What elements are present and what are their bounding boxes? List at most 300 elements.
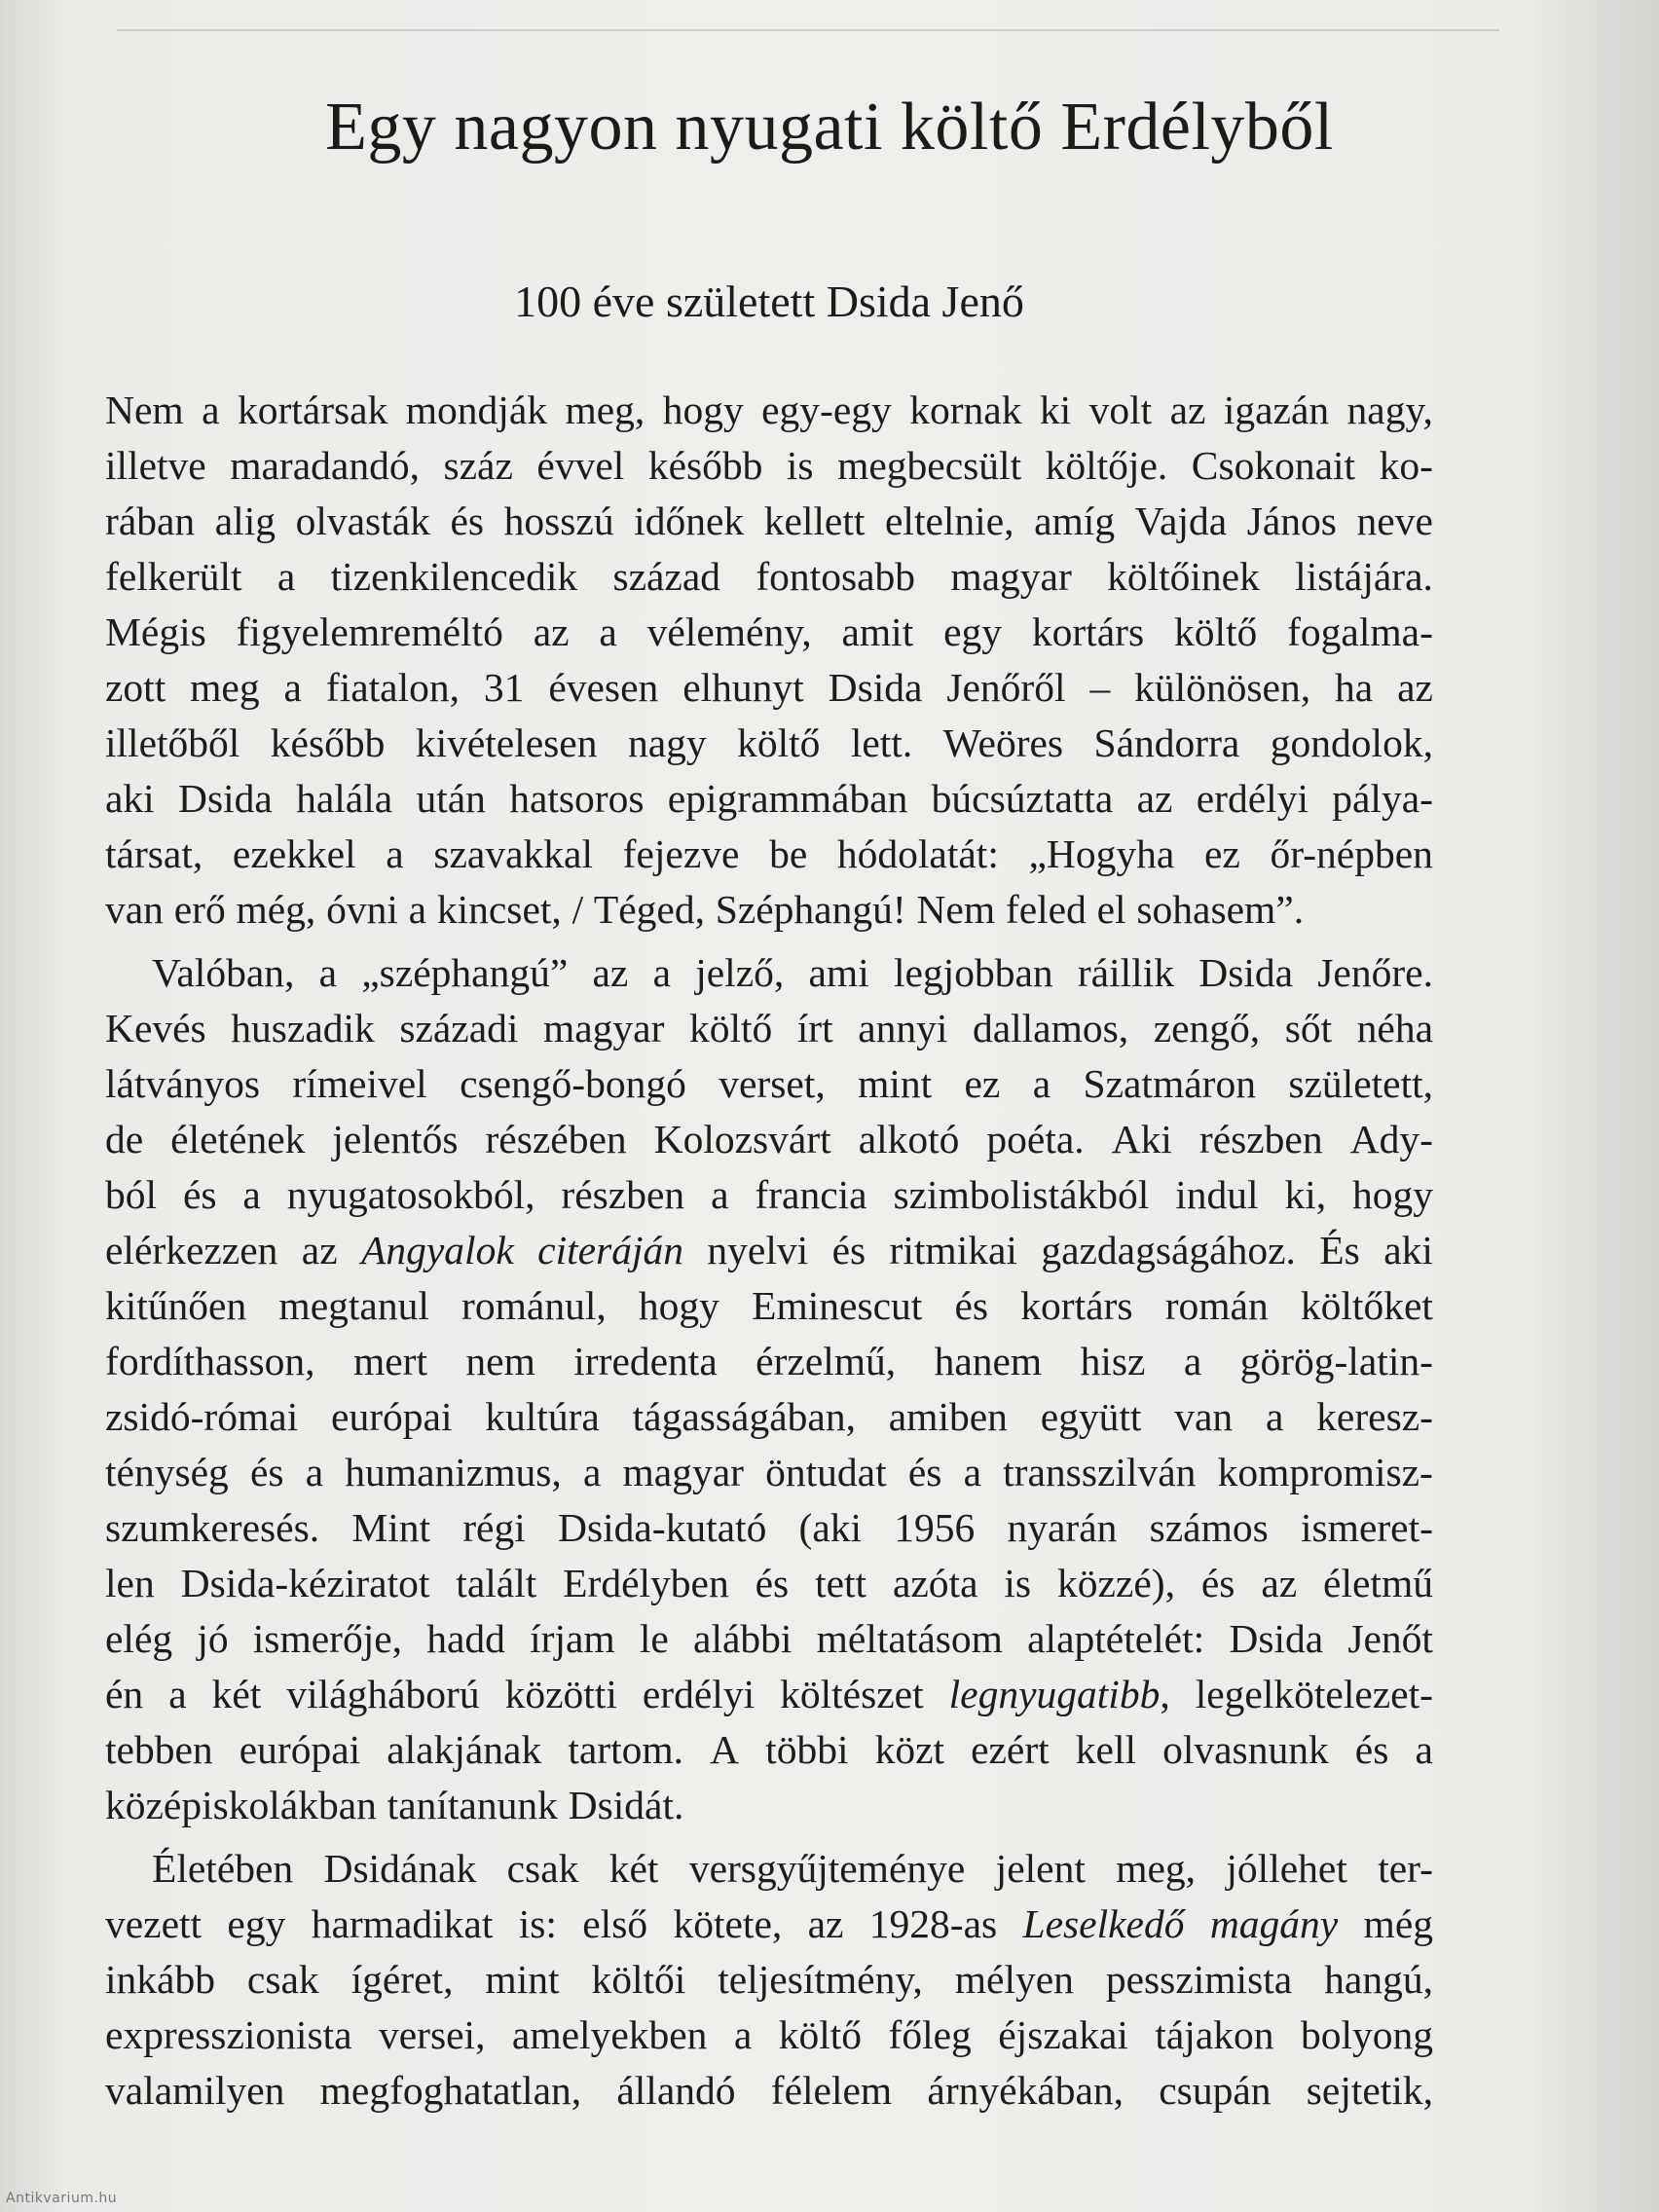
word: tett (815, 1561, 867, 1605)
word: magyar (950, 554, 1072, 599)
word: együtt (1040, 1394, 1142, 1439)
word: ter- (1378, 1846, 1433, 1891)
word: amiben (888, 1394, 1008, 1439)
word: világháború (286, 1672, 480, 1716)
word: sejtetik, (1306, 2068, 1433, 2113)
word: rában (105, 498, 196, 543)
word: sőt (1284, 1006, 1333, 1051)
word: pálya- (1332, 776, 1433, 821)
word: amíg (1034, 498, 1116, 543)
word: megfoghatatlan, (319, 2068, 582, 2113)
word: és (831, 1228, 866, 1272)
word: legjobban (893, 950, 1053, 995)
word: később (270, 720, 386, 765)
word: jó (197, 1616, 229, 1661)
word: kincset, (436, 887, 562, 932)
word: részben (1198, 1117, 1323, 1161)
word: tebben (105, 1727, 213, 1772)
text-line (105, 1001, 1433, 1056)
word: aki (1383, 1228, 1433, 1272)
word: ígéret, (350, 1957, 454, 2002)
word: elérkezzen (105, 1228, 278, 1272)
word: Mint (351, 1505, 431, 1550)
word: hangú, (1324, 1957, 1433, 2002)
word: vélemény, (646, 609, 812, 654)
word: Sándorra (1093, 720, 1240, 765)
word: van (105, 887, 164, 932)
word: a (408, 887, 427, 932)
word: huszadik (231, 1006, 375, 1051)
word: igazán (1223, 387, 1330, 432)
word: és (1354, 1727, 1389, 1772)
word: tizenkilencedik (330, 554, 578, 599)
word: és (249, 1450, 284, 1494)
word: a (283, 665, 302, 710)
word: a (582, 1450, 602, 1494)
word: írjam (530, 1616, 615, 1661)
word: száz (443, 443, 513, 488)
word: len (105, 1561, 155, 1605)
word: megtanul (278, 1283, 429, 1328)
word: éjszakai (998, 2012, 1128, 2057)
word: különösen, (1134, 665, 1311, 710)
word: született, (1288, 1061, 1433, 1106)
word: verset, (719, 1061, 826, 1106)
word: főleg (888, 2012, 972, 2057)
word: két (608, 1846, 659, 1891)
word: a (733, 2012, 753, 2057)
word: mélyen (954, 1957, 1074, 2002)
word: hódolatát: (836, 831, 999, 876)
word: A (710, 1727, 740, 1772)
word: hogy (662, 387, 744, 432)
word: harmadikat (311, 1901, 494, 1946)
word: és (1200, 1561, 1235, 1605)
word: erdélyi (642, 1672, 756, 1716)
word: tájakon (1155, 2012, 1274, 2057)
word: szavakkal (433, 831, 593, 876)
word: Kolozsvárt (653, 1117, 831, 1161)
word: mint (858, 1061, 933, 1106)
word: indul (1175, 1172, 1259, 1217)
word: szumkeresés. (105, 1505, 320, 1550)
article-body (105, 383, 1433, 2119)
article-subtitle: 100 éve született Dsida Jenő (514, 276, 1024, 326)
word: az (301, 1228, 338, 1272)
word: tágasságában, (632, 1394, 856, 1439)
word: Erdélyben (563, 1561, 729, 1605)
word: a (1265, 1394, 1284, 1439)
word: Dsida-kéziratot (180, 1561, 430, 1605)
word: Dsida (1229, 1616, 1324, 1661)
text-line (105, 2063, 1433, 2119)
word: alábbi (693, 1616, 793, 1661)
word: méltatásom (816, 1616, 1003, 1661)
word: búcsúztatta (931, 776, 1114, 821)
word: számos (1149, 1505, 1269, 1550)
word: fontosabb (756, 554, 916, 599)
word: tanítanunk (387, 1783, 558, 1827)
word: Dsidát. (568, 1783, 684, 1827)
word: Dsida (1198, 950, 1294, 995)
word: egy (943, 609, 1003, 654)
word: kell (1075, 1727, 1137, 1772)
word: és (450, 498, 485, 543)
word: görög-latin- (1239, 1339, 1433, 1383)
word: pesszimista (1105, 1957, 1293, 2002)
word: És (1319, 1228, 1360, 1272)
word: Széphangú! (715, 887, 906, 932)
word: az (807, 1901, 844, 1946)
word: fejezve (622, 831, 740, 876)
word: epigrammában (667, 776, 908, 821)
word: Kevés (105, 1006, 206, 1051)
word: egy-egy (761, 387, 892, 432)
word: hadd (426, 1616, 505, 1661)
word: költő (778, 2012, 863, 2057)
word: ki, (1284, 1172, 1327, 1217)
word: Eminescut (752, 1283, 923, 1328)
page-top-edge (117, 29, 1499, 31)
word: ismerője, (252, 1616, 403, 1661)
word: Nem (916, 887, 996, 932)
text-line (105, 383, 1433, 438)
word: ismeret- (1300, 1505, 1433, 1550)
word: csupán (1159, 2068, 1272, 2113)
word: kortársak (237, 387, 388, 432)
word: gondolok, (1270, 720, 1433, 765)
text-line (105, 771, 1433, 827)
word: dallamos, (972, 1006, 1129, 1051)
word: hogy (1352, 1172, 1433, 1217)
word: magány (1209, 1901, 1339, 1946)
text-line (105, 1556, 1433, 1611)
text-line (105, 827, 1433, 882)
text-line (105, 2008, 1433, 2063)
word: életmű (1323, 1561, 1433, 1605)
word: 1956 (894, 1505, 976, 1550)
word: a (242, 1172, 261, 1217)
text-line (105, 1167, 1433, 1223)
word: a (168, 1672, 187, 1716)
page-gutter-shadow (1523, 0, 1659, 2212)
word: elég (105, 1616, 173, 1661)
word: nyugatosokból, (286, 1172, 535, 1217)
word: le (639, 1616, 669, 1661)
word: volt (1088, 387, 1153, 432)
word: meg, (1116, 1846, 1197, 1891)
word: gazdagságához. (1041, 1228, 1296, 1272)
word: legelkötelezet- (1195, 1672, 1433, 1716)
word: és (954, 1283, 989, 1328)
text-line (105, 1278, 1433, 1334)
word: fogalma- (1287, 609, 1433, 654)
word: kompromisz- (1217, 1450, 1433, 1494)
word: részében (485, 1117, 627, 1161)
text-line (105, 882, 1433, 938)
word: 31 (483, 665, 525, 710)
word: keresz- (1316, 1394, 1433, 1439)
word: expresszionista (105, 2012, 352, 2057)
word: én (105, 1672, 144, 1716)
word: Téged, (593, 887, 705, 932)
word: évesen (548, 665, 659, 710)
word: halála (296, 776, 393, 821)
word: figyelemreméltó (236, 609, 503, 654)
word: ezért (971, 1727, 1050, 1772)
word: zengő, (1153, 1006, 1261, 1051)
word: aki (105, 776, 155, 821)
word: kellett (763, 498, 866, 543)
word: ténység (105, 1450, 229, 1494)
word: óvni (326, 887, 398, 932)
word: Jenőről (946, 665, 1066, 710)
word: alkotó (858, 1117, 960, 1161)
word: hosszú (503, 498, 614, 543)
word: a (305, 1450, 324, 1494)
word: részben (561, 1172, 685, 1217)
word: évvel (536, 443, 625, 488)
word: magyar (542, 1006, 665, 1051)
word: is (1004, 1561, 1032, 1605)
word: a (1415, 1727, 1433, 1772)
word: humanizmus, (345, 1450, 562, 1494)
word: és (907, 1450, 942, 1494)
word: 1928-as (868, 1901, 998, 1946)
word: felkerült (105, 554, 242, 599)
word: amelyekben (511, 2012, 708, 2057)
word: néha (1356, 1006, 1433, 1051)
word: költőket (1300, 1283, 1433, 1328)
word: később (647, 443, 763, 488)
word: a (318, 950, 338, 995)
word: és (755, 1561, 790, 1605)
word: olvasták (295, 498, 430, 543)
word: közzé), (1056, 1561, 1175, 1605)
text-line (105, 1667, 1433, 1722)
word: Vajda (1134, 498, 1228, 543)
word: talált (456, 1561, 537, 1605)
text-line (105, 945, 1433, 1001)
word: neve (1356, 498, 1433, 543)
word: kortárs (1031, 609, 1145, 654)
word: mert (352, 1339, 428, 1383)
word: Csokonait (1191, 443, 1356, 488)
word: is (786, 443, 814, 488)
word: hogy (638, 1283, 719, 1328)
text-line (105, 1611, 1433, 1667)
word: árnyékában, (927, 2068, 1124, 2113)
word: költői (591, 1957, 686, 2002)
word: jóllehet (1226, 1846, 1347, 1891)
text-line (105, 1500, 1433, 1556)
word: kornak (909, 387, 1022, 432)
word: félelem (770, 2068, 893, 2113)
word: kortárs (1020, 1283, 1133, 1328)
word: meg, (565, 387, 645, 432)
word: költészet (780, 1672, 924, 1716)
word: hisz (1080, 1339, 1146, 1383)
word: régi (462, 1505, 526, 1550)
word: azóta (892, 1561, 978, 1605)
text-line (105, 1112, 1433, 1167)
word: még (1363, 1901, 1433, 1946)
word: csak (506, 1846, 579, 1891)
word: állandó (616, 2068, 736, 2113)
word: alaptételét: (1027, 1616, 1205, 1661)
word: a (386, 831, 404, 876)
paragraph-2 (105, 945, 1433, 1833)
word: első (582, 1901, 648, 1946)
word: Dsida-kutató (557, 1505, 767, 1550)
word: Dsidának (323, 1846, 477, 1891)
word: jelentős (332, 1117, 459, 1161)
word: nyarán (1007, 1505, 1118, 1550)
word: közt (874, 1727, 945, 1772)
word: tartom. (568, 1727, 684, 1772)
word: az (1169, 387, 1206, 432)
word: jelző, (695, 950, 785, 995)
text-line (105, 1722, 1433, 1778)
word: maradandó, (230, 443, 420, 488)
word: Szatmáron (1083, 1061, 1256, 1106)
word: fordíthasson, (105, 1339, 315, 1383)
word: rímeivel (292, 1061, 427, 1106)
watermark-text: Antikvarium.hu (6, 2191, 118, 2206)
word: transszilván (1003, 1450, 1197, 1494)
word: ami (808, 950, 869, 995)
text-line (105, 549, 1433, 605)
word: amit (841, 609, 914, 654)
text-line (105, 1897, 1433, 1952)
word: Dsida (177, 776, 273, 821)
word: fiatalon, (325, 665, 460, 710)
word: van (1174, 1394, 1234, 1439)
word: hatsoros (509, 776, 645, 821)
word: életének (170, 1117, 306, 1161)
word: többi (765, 1727, 849, 1772)
word: is: (518, 1901, 557, 1946)
word: költőinek (1107, 554, 1260, 599)
word: versgyűjteménye (688, 1846, 966, 1891)
word: ki (1039, 387, 1072, 432)
text-line (105, 438, 1433, 494)
text-line (105, 1841, 1433, 1897)
word: ez (1203, 831, 1240, 876)
word: – (1089, 665, 1111, 710)
word: az (533, 609, 570, 654)
word: még, (236, 887, 316, 932)
word: európai (239, 1727, 361, 1772)
text-line (105, 1056, 1433, 1112)
word: magyar (622, 1450, 744, 1494)
word: európai (331, 1394, 453, 1439)
word: illetőből (105, 720, 240, 765)
word: a (711, 1172, 729, 1217)
word: zsidó-római (105, 1394, 299, 1439)
text-line (105, 716, 1433, 771)
word: a (276, 554, 296, 599)
word: századi (399, 1006, 519, 1051)
word: illetve (105, 443, 206, 488)
word: zott (105, 665, 166, 710)
word: Leselkedő (1022, 1901, 1185, 1946)
word: szimbolistákból (893, 1172, 1150, 1217)
word: és (182, 1172, 217, 1217)
word: francia (755, 1172, 867, 1217)
word: társat, (105, 831, 203, 876)
word: Aki (1111, 1117, 1172, 1161)
word: teljesítmény, (718, 1957, 923, 2002)
word: nagy (627, 720, 707, 765)
word: de (105, 1117, 144, 1161)
word: elhunyt (682, 665, 804, 710)
word: a (202, 387, 220, 432)
word: valamilyen (105, 2068, 285, 2113)
word: költő (737, 720, 821, 765)
word: írt (796, 1006, 833, 1051)
word: „Hogyha (1028, 831, 1175, 876)
word: ko- (1379, 443, 1433, 488)
word: lett. (850, 720, 913, 765)
word: (aki (798, 1505, 863, 1550)
word: ez (964, 1061, 1001, 1106)
word: nagy, (1346, 387, 1433, 432)
word: ha (1335, 665, 1374, 710)
word: a (1183, 1339, 1202, 1383)
word: ezekkel (232, 831, 356, 876)
word: listájára. (1295, 554, 1433, 599)
word: két (211, 1672, 262, 1716)
word: költő (1173, 609, 1258, 654)
word: nyelvi (707, 1228, 809, 1272)
word: ráillik (1077, 950, 1174, 995)
word: nem (465, 1339, 535, 1383)
word: Weöres (942, 720, 1064, 765)
word: Angyalok (361, 1228, 514, 1272)
word: kitűnően (105, 1283, 247, 1328)
word: ból (105, 1172, 158, 1217)
word: „széphangú” (361, 950, 569, 995)
word: közötti (504, 1672, 617, 1716)
word: citeráján (537, 1228, 684, 1272)
word: / (571, 887, 584, 932)
text-line (105, 494, 1433, 549)
text-line (105, 1389, 1433, 1445)
word: román (1164, 1283, 1269, 1328)
word: poéta. (986, 1117, 1085, 1161)
word: költő (688, 1006, 773, 1051)
word: időnek (634, 498, 745, 543)
text-line (105, 1952, 1433, 2008)
text-line (105, 1223, 1433, 1278)
word: annyi (858, 1006, 948, 1051)
word: Valóban, (152, 950, 295, 995)
word: után (416, 776, 486, 821)
word: Dsida (828, 665, 923, 710)
text-line (105, 605, 1433, 660)
word: az (1261, 1561, 1298, 1605)
word: mondják (405, 387, 548, 432)
word: középiskolákban (105, 1783, 377, 1827)
word: a (1032, 1061, 1051, 1106)
word: románul, (461, 1283, 607, 1328)
word: jelent (995, 1846, 1086, 1891)
word: erdélyi (1196, 776, 1309, 821)
word: erő (173, 887, 226, 932)
word: a (599, 609, 617, 654)
word: kötete, (673, 1901, 783, 1946)
